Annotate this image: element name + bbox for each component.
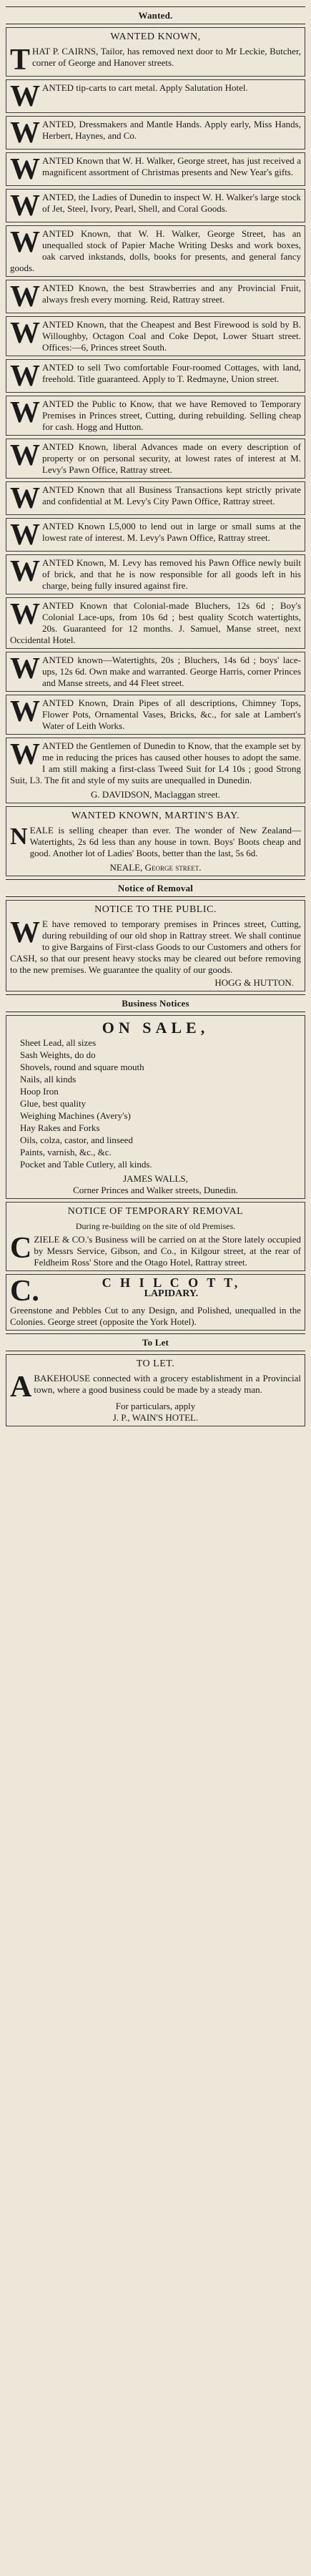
rule	[6, 1333, 305, 1334]
ad-signature: NEALE, George street.	[109, 862, 202, 873]
ad-body: ANTED Known that Colonial-made Bluchers, 12s 6d ; Boy's Colonial Lace-ups, from 10s 6d ; best quality Scotch watertights, 20s. Guaranteed for 12 months. J. Samuel, Manse street, next Occidental Hotel.	[10, 600, 301, 645]
wanted-ad	[6, 652, 305, 692]
section-heading-removal: Notice of Removal	[117, 883, 194, 893]
wanted-ad	[6, 316, 305, 356]
ad-body: Greenstone and Pebbles Cut to any Design, and Polished, unequalled in the Colonies. George street (opposite the York Hotel).	[10, 1305, 301, 1327]
section-heading-wanted: Wanted.	[138, 10, 173, 21]
rule	[6, 879, 305, 880]
rule	[6, 896, 305, 897]
drop-cap: W	[10, 695, 40, 728]
sale-item: Hoop Iron	[20, 1086, 59, 1097]
rule	[6, 994, 305, 995]
ad-signature: HOGG & HUTTON.	[214, 977, 294, 988]
wanted-ad	[6, 152, 305, 186]
ad-footer: For particulars, apply	[115, 1401, 196, 1411]
ad-body: ANTED the Gentlemen of Dunedin to Know, that the example set by me in reducing the prices has caused other houses to adopt the same. I am still making a first-class Tweed Suit for L4 10s ; good Strong Suit, L3. The fit and style of my suits are unequalled in Dunedin.	[10, 740, 301, 785]
ad-body: ANTED to sell Two comfortable Four-roomed Cottages, with land, freehold. Title guaranteed. Apply to T. Redmayne, Union street.	[42, 362, 301, 384]
removal-notice-ad	[6, 900, 305, 991]
ad-body: ANTED Known, that W. H. Walker, George Street, has an unequalled stock of Papier Mache Writing Desks and work boxes, oak carved inkstands, dolls, books for presents, and general fancy goods.	[10, 228, 301, 273]
ad-body: ANTED Known that W. H. Walker, George street, has just received a magnificent assortment of Christmas presents and New Year's gifts.	[42, 155, 301, 177]
newspaper-page	[6, 0, 305, 1426]
drop-cap: A	[10, 1371, 32, 1404]
drop-cap: W	[10, 439, 40, 472]
wanted-ad	[6, 280, 305, 313]
wanted-ads-list	[6, 27, 305, 803]
on-sale-ad	[6, 1015, 305, 1199]
lapidary-trade: LAPIDARY.	[144, 1288, 199, 1299]
ad-subtitle: During re-building on the site of old Premises.	[75, 1221, 236, 1231]
ad-body: ANTED Known, the best Strawberries and any Provincial Fruit, always fresh every morning. Reid, Rattray street.	[42, 283, 301, 305]
wanted-ad	[6, 396, 305, 436]
drop-cap: N	[10, 823, 28, 850]
sale-item: Sheet Lead, all sizes	[20, 1037, 97, 1048]
wanted-ad	[6, 695, 305, 735]
drop-cap: C.	[10, 1275, 39, 1308]
drop-cap: W	[10, 117, 40, 150]
ad-body: E have removed to temporary premises in Princes street, Cutting, during rebuilding of our old shop in Rattray street. We shall continue to give Bargains of First-class Goods to our Customers and others for CASH, so that our present heavy stocks may be cleared out before removing to the new premises. We guarantee the quality of our goods.	[10, 919, 301, 975]
wanted-ad	[6, 518, 305, 552]
drop-cap: W	[10, 226, 40, 259]
drop-cap: C	[10, 1232, 32, 1265]
wanted-ad	[6, 79, 305, 113]
drop-cap: T	[10, 44, 31, 77]
wanted-ad	[6, 554, 305, 594]
sale-item: Glue, best quality	[20, 1098, 87, 1109]
ad-title: NOTICE TO THE PUBLIC.	[94, 904, 217, 915]
sale-item: Sash Weights, do do	[20, 1049, 96, 1060]
sale-item: Pocket and Table Cutlery, all kinds.	[20, 1159, 152, 1170]
wanted-ad	[6, 738, 305, 803]
sale-item: Hay Rakes and Forks	[20, 1122, 100, 1133]
drop-cap: W	[10, 190, 40, 222]
wanted-ad	[6, 481, 305, 515]
ad-body: ANTED Known, that the Cheapest and Best Firewood is sold by B. Willoughby, Octagon Coal and Coke Depot, Lower Stuart street. Offices:—6, Princes street South.	[42, 319, 301, 353]
lapidary-ad	[6, 1274, 305, 1331]
ad-body: ANTED Known, Drain Pipes of all descriptions, Chimney Tops, Flower Pots, Ornamental Vases, Bricks, &c., for sale at Lambert's Water of Leith Works.	[42, 697, 301, 731]
on-sale-heading: ON SALE,	[102, 1019, 209, 1037]
drop-cap: W	[10, 153, 40, 186]
drop-cap: W	[10, 519, 40, 552]
wanted-ad	[6, 597, 305, 649]
ad-body: ANTED Known, M. Levy has removed his Pawn Office newly built of brick, and that he is now responsible for all goods left in his charge, being fully insured against fire.	[42, 557, 301, 591]
seller-address: Corner Princes and Walker streets, Dunedin.	[73, 1185, 238, 1195]
ad-title: NOTICE OF TEMPORARY REMOVAL	[67, 1206, 244, 1217]
wanted-ad	[6, 225, 305, 277]
ad-body: ANTED, Dressmakers and Mantle Hands. Apply early, Miss Hands, Herbert, Haynes, and Co.	[42, 119, 301, 141]
sale-item: Shovels, round and square mouth	[20, 1062, 144, 1072]
drop-cap: W	[10, 482, 40, 515]
wanted-ad	[6, 27, 305, 77]
seller-name: JAMES WALLS,	[123, 1173, 188, 1184]
ad-title: TO LET.	[136, 1358, 175, 1369]
ad-body: ANTED Known L5,000 to lend out in large or small sums at the lowest rate of interest. M. Levy's Pawn Office, Rattray street.	[42, 521, 301, 543]
sale-item: Nails, all kinds	[20, 1074, 76, 1084]
ad-body: ANTED Known, liberal Advances made on every description of property or on personal security, at lowest rates of interest at M. Levy's Pawn Office, Rattray street.	[42, 441, 301, 475]
drop-cap: W	[10, 317, 40, 350]
section-heading-business: Business Notices	[122, 998, 189, 1009]
drop-cap: W	[10, 555, 40, 588]
wanted-ad	[6, 189, 305, 222]
ad-body: ANTED tip-carts to cart metal. Apply Salutation Hotel.	[42, 82, 248, 93]
to-let-ad	[6, 1354, 305, 1426]
ad-body: HAT P. CAIRNS, Tailor, has removed next door to Mr Leckie, Butcher, corner of George and Hanover streets.	[32, 46, 301, 68]
sale-item: Paints, varnish, &c., &c.	[20, 1147, 112, 1157]
ad-body: ZIELE & CO.'s Business will be carried on at the Store lately occupied by Messrs Service, Gibson, and Co., in Kilgour street, at the rear of Feldheim Ross' Store and the Otago Hotel, Rattray street.	[34, 1234, 301, 1268]
drop-cap: W	[10, 598, 40, 631]
wanted-ad	[6, 116, 305, 150]
sale-items-list	[10, 1037, 301, 1170]
ad-body: ANTED Known that all Business Transactions kept strictly private and confidential at M. Levy's City Pawn Office, Rattray street.	[42, 484, 301, 506]
ad-body: ANTED known—Watertights, 20s ; Bluchers, 14s 6d ; boys' lace-ups, 12s 6d. Own make and warranted. George Harris, corner Princes and Manse streets, and 44 Fleet street.	[42, 655, 301, 688]
drop-cap: W	[10, 360, 40, 393]
sale-item: Weighing Machines (Avery's)	[20, 1110, 131, 1121]
section-heading-to-let: To Let	[142, 1337, 169, 1348]
wanted-ad	[6, 439, 305, 479]
ad-body: BAKEHOUSE connected with a grocery establishment in a Provincial town, where a good business could be made by a steady man.	[34, 1373, 301, 1395]
drop-cap: W	[10, 280, 40, 313]
lapidary-name: C H I L C O T T,	[102, 1275, 241, 1290]
drop-cap: W	[10, 916, 40, 949]
ad-title: WANTED KNOWN, MARTIN'S BAY.	[71, 810, 240, 821]
ad-signature: G. DAVIDSON, Maclaggan street.	[90, 789, 220, 800]
top-rule	[6, 6, 305, 7]
ad-body: EALE is selling cheaper than ever. The wonder of New Zealand—Watertights, 2s 6d less than any house in town. Boys' Boots cheap and good. Another lot of Ladies' Boots, better than the last, 5s 6d.	[29, 825, 301, 858]
wanted-ad	[6, 359, 305, 393]
drop-cap: W	[10, 738, 40, 771]
ad-body: ANTED, the Ladies of Dunedin to inspect W. H. Walker's large stock of Jet, Steel, Ivory, Pearl, Shell, and Coral Goods.	[42, 192, 301, 214]
drop-cap: W	[10, 652, 40, 685]
ad-title: WANTED KNOWN,	[110, 31, 201, 42]
temporary-removal-ad	[6, 1202, 305, 1271]
martins-bay-ad	[6, 806, 305, 876]
drop-cap: W	[10, 80, 40, 113]
ad-body: ANTED the Public to Know, that we have Removed to Temporary Premises in Princes street, Cutting, during rebuilding. Selling cheap for cash. Hogg and Hutton.	[42, 398, 301, 432]
drop-cap: W	[10, 396, 40, 429]
ad-signature: J. P., WAIN'S HOTEL.	[112, 1412, 199, 1423]
sale-item: Oils, colza, castor, and linseed	[20, 1135, 133, 1145]
